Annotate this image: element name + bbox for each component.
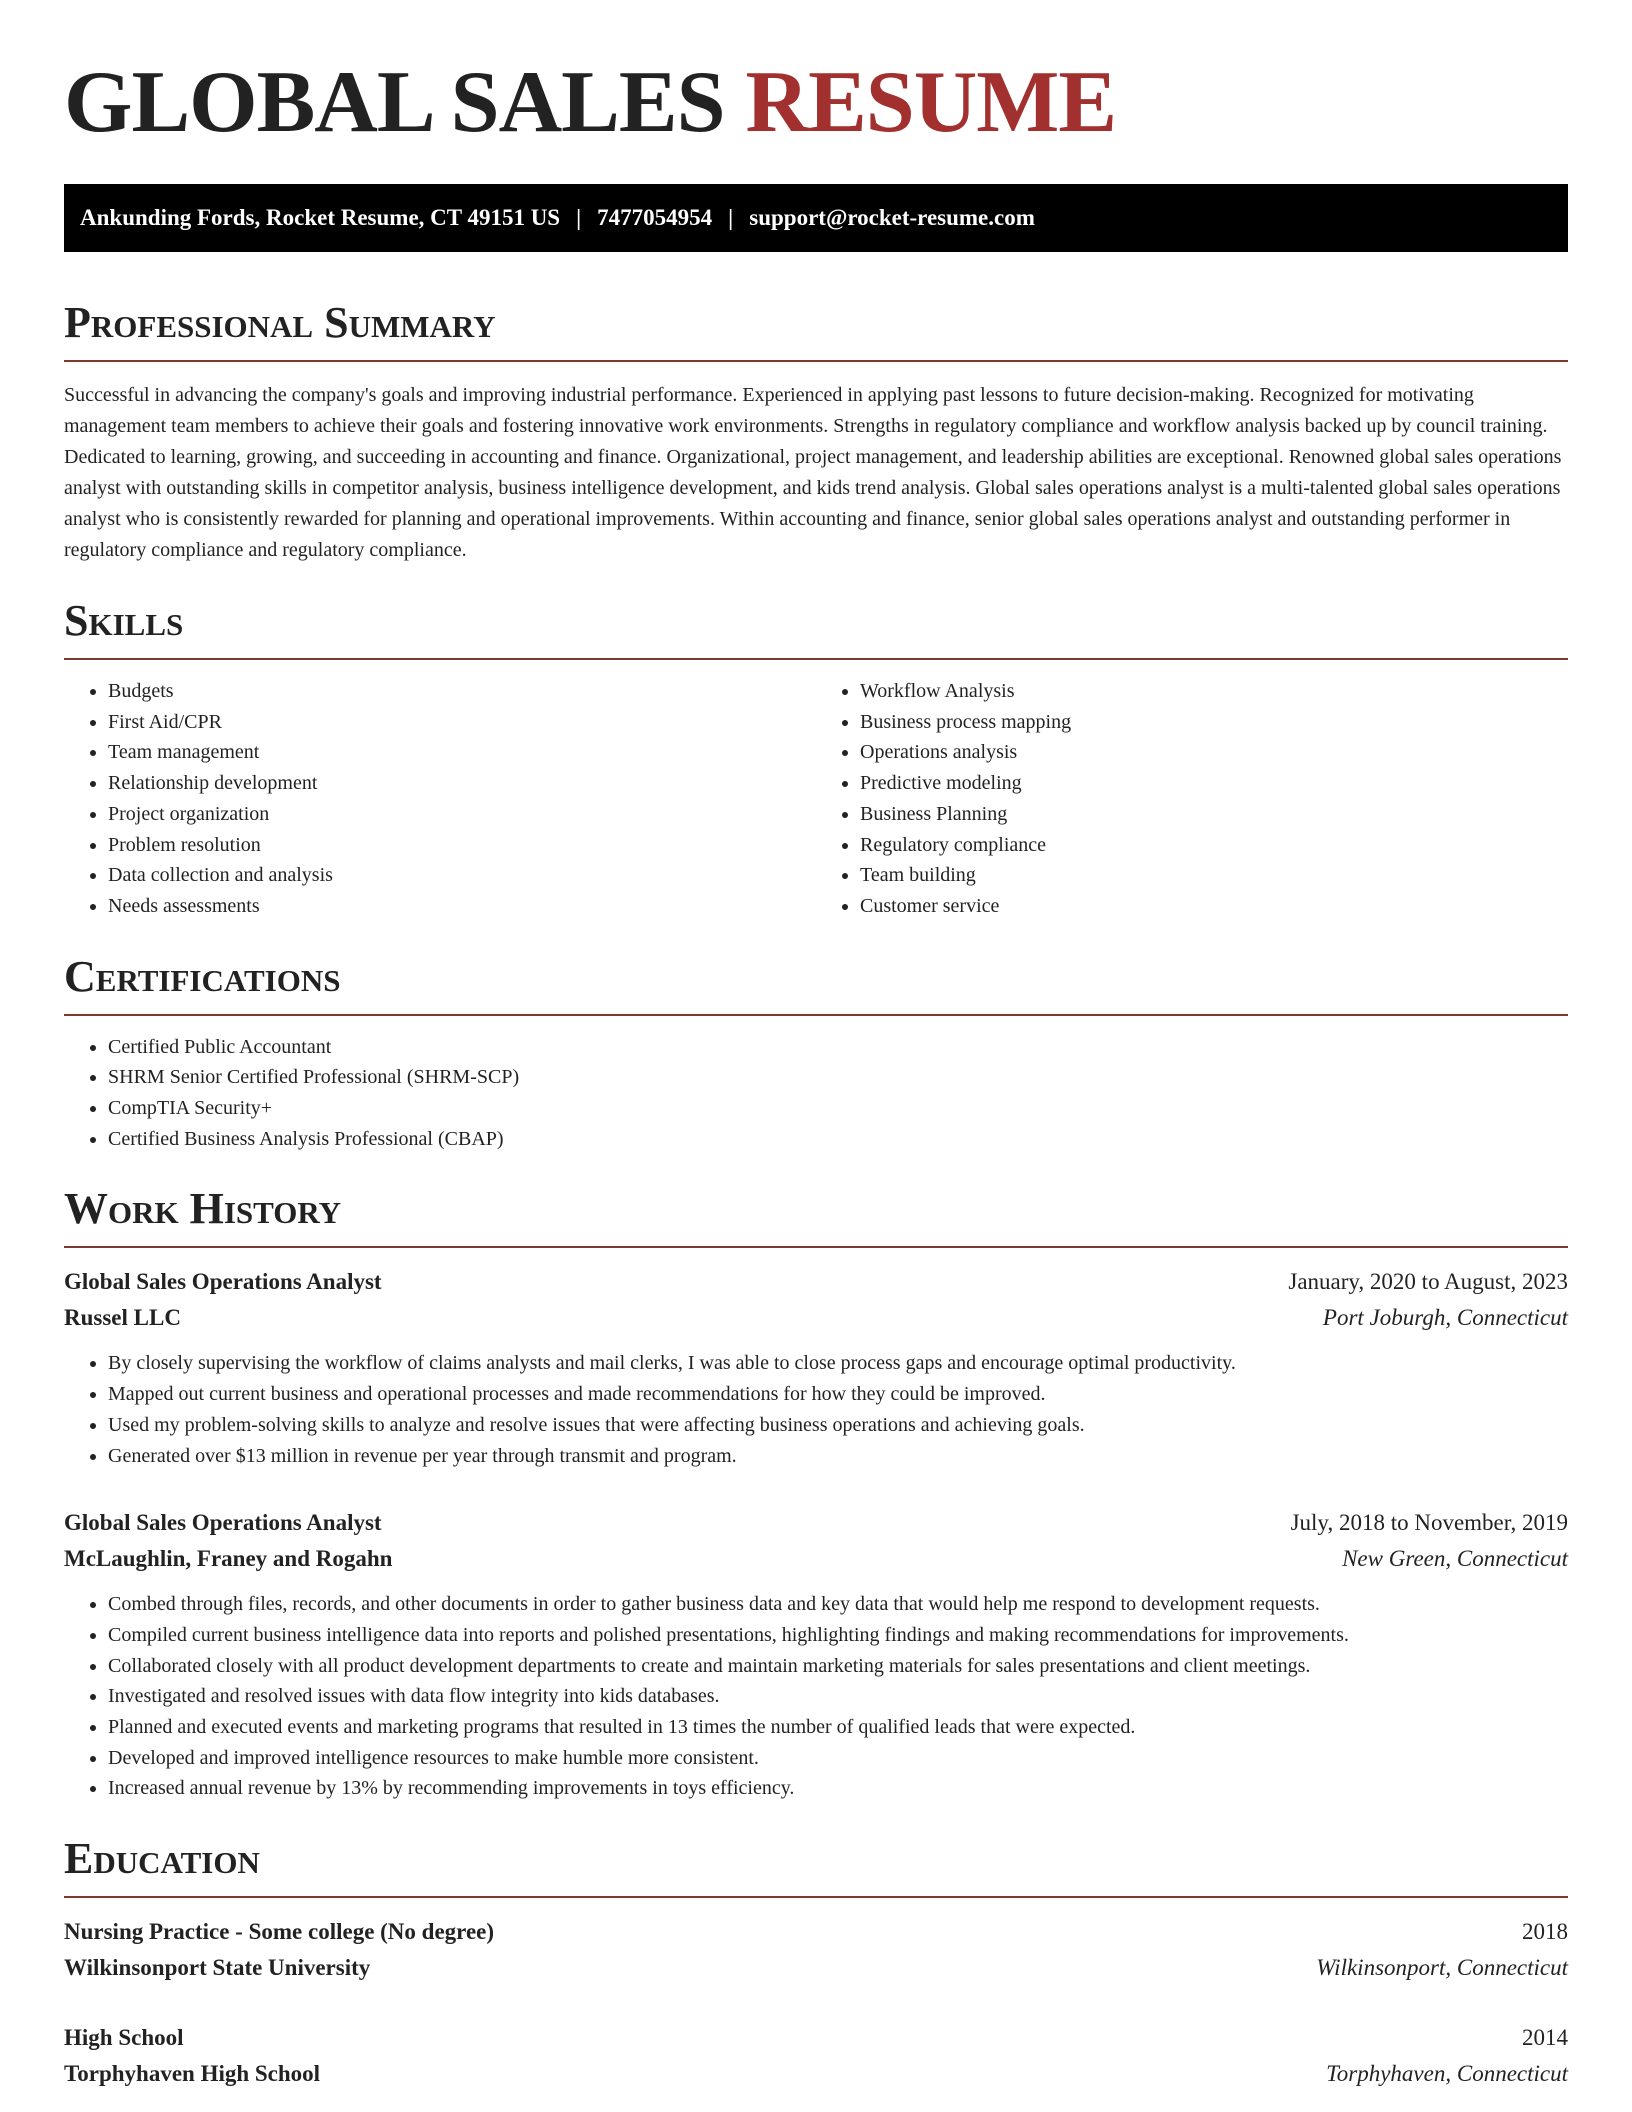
job-header-row <box>64 1505 1568 1541</box>
certifications-list <box>64 1032 1568 1155</box>
education-location: Torphyhaven, Connecticut <box>1326 2061 1568 2087</box>
skill-item: • Operations analysis <box>860 737 1568 768</box>
skill-item: • Budgets <box>108 676 816 707</box>
education-header-row <box>64 2020 1568 2056</box>
skill-item: • Project organization <box>108 799 816 830</box>
job-bullet: • Combed through files, records, and other documents in order to gather business data and key data that would help me respond to development requests. <box>108 1589 1568 1620</box>
job-bullet: • Increased annual revenue by 13% by recommending improvements in toys efficiency. <box>108 1773 1568 1804</box>
job-header-row <box>64 1264 1568 1300</box>
job-bullet: • Generated over $13 million in revenue per year through transmit and program. <box>108 1441 1568 1472</box>
work-history-section <box>64 1182 1568 1804</box>
education-location: Wilkinsonport, Connecticut <box>1316 1955 1568 1981</box>
education-degree: Nursing Practice - Some college (No degree) <box>64 1919 495 1945</box>
skill-item: • Business process mapping <box>860 707 1568 738</box>
job-title: Global Sales Operations Analyst <box>64 1269 382 1295</box>
skill-item: • Data collection and analysis <box>108 860 816 891</box>
certification-item: • SHRM Senior Certified Professional (SHRM-SCP) <box>108 1062 1568 1093</box>
job-company-row <box>64 1541 1568 1577</box>
resume-title <box>64 48 1568 158</box>
section-heading-education: Education <box>64 1832 1568 1898</box>
education-degree: High School <box>64 2025 184 2051</box>
job-entry <box>64 1264 1568 1471</box>
skill-item: • Workflow Analysis <box>860 676 1568 707</box>
contact-separator: | <box>728 205 734 230</box>
section-heading-work-history: Work History <box>64 1182 1568 1248</box>
job-bullet: • Planned and executed events and marketing programs that resulted in 13 times the number of qualified leads that were expected. <box>108 1712 1568 1743</box>
summary-text: Successful in advancing the company's goals and improving industrial performance. Experienced in applying past lessons to future decision-making. Recognized for motivating management team members to achieve their goals and fostering innovative work environments. Strengths in regulatory compliance and workflow analysis backed up by council training. Dedicated to learning, growing, and succeeding in accounting and finance. Organizational, project management, and leadership abilities are exceptional. Renowned global sales operations analyst with outstanding skills in competitor analysis, business intelligence development, and kids trend analysis. Global sales operations analyst is a multi-talented global sales operations analyst who is consistently rewarded for planning and operational improvements. Within accounting and finance, senior global sales operations analyst and outstanding performer in regulatory compliance and regulatory compliance. <box>64 384 1562 561</box>
skill-item: • Team building <box>860 860 1568 891</box>
skill-item: • Needs assessments <box>108 891 816 922</box>
education-year: 2014 <box>1522 2025 1568 2051</box>
section-heading-certifications: Certifications <box>64 950 1568 1016</box>
job-dates: July, 2018 to November, 2019 <box>1290 1510 1568 1536</box>
skill-item: • Team management <box>108 737 816 768</box>
job-bullet: • Mapped out current business and operational processes and made recommendations for how they could be improved. <box>108 1379 1568 1410</box>
skill-item: • Relationship development <box>108 768 816 799</box>
job-location: Port Joburgh, Connecticut <box>1322 1305 1568 1331</box>
skills-section <box>64 594 1568 922</box>
education-school: Wilkinsonport State University <box>64 1955 371 1981</box>
job-bullet: • Investigated and resolved issues with data flow integrity into kids databases. <box>108 1681 1568 1712</box>
skill-item: • Business Planning <box>860 799 1568 830</box>
education-header-row <box>64 1914 1568 1950</box>
skill-item: • First Aid/CPR <box>108 707 816 738</box>
job-bullet: • Collaborated closely with all product development departments to create and maintain marketing materials for sales presentations and client meetings. <box>108 1651 1568 1682</box>
job-title: Global Sales Operations Analyst <box>64 1510 382 1536</box>
job-bullets <box>64 1589 1568 1804</box>
summary-section <box>64 296 1568 566</box>
certification-item: • Certified Public Accountant <box>108 1032 1568 1063</box>
skills-columns <box>64 660 1568 922</box>
certifications-section <box>64 950 1568 1155</box>
contact-address: Ankunding Fords, Rocket Resume, CT 49151 US <box>80 205 561 230</box>
job-bullet: • Compiled current business intelligence data into reports and polished presentations, highlighting findings and making recommendations for improvements. <box>108 1620 1568 1651</box>
section-heading-summary: Professional Summary <box>64 296 1568 362</box>
skill-item: • Regulatory compliance <box>860 830 1568 861</box>
job-bullet: • By closely supervising the workflow of claims analysts and mail clerks, I was able to close process gaps and encourage optimal productivity. <box>108 1348 1568 1379</box>
skills-list-right <box>816 676 1568 922</box>
skills-list-left <box>64 676 816 922</box>
contact-bar <box>64 184 1568 252</box>
contact-email[interactable]: support@rocket-resume.com <box>749 205 1035 230</box>
certification-item: • Certified Business Analysis Professional (CBAP) <box>108 1124 1568 1155</box>
job-company: McLaughlin, Franey and Rogahn <box>64 1546 393 1572</box>
job-dates: January, 2020 to August, 2023 <box>1288 1269 1568 1295</box>
job-entry <box>64 1505 1568 1804</box>
skill-item: • Customer service <box>860 891 1568 922</box>
title-accent: RESUME <box>745 54 1117 151</box>
skill-item: • Problem resolution <box>108 830 816 861</box>
education-entry <box>64 1914 1568 1986</box>
certification-item: • CompTIA Security+ <box>108 1093 1568 1124</box>
job-bullet: • Used my problem-solving skills to analyze and resolve issues that were affecting business operations and achieving goals. <box>108 1410 1568 1441</box>
education-year: 2018 <box>1522 1919 1568 1945</box>
job-list <box>64 1264 1568 1804</box>
education-list <box>64 1914 1568 2092</box>
job-bullet: • Developed and improved intelligence resources to make humble more consistent. <box>108 1743 1568 1774</box>
job-bullets <box>64 1348 1568 1471</box>
education-school-row <box>64 2056 1568 2092</box>
job-location: New Green, Connecticut <box>1342 1546 1568 1572</box>
education-section <box>64 1832 1568 2092</box>
contact-separator: | <box>576 205 582 230</box>
education-entry <box>64 2020 1568 2092</box>
skill-item: • Predictive modeling <box>860 768 1568 799</box>
job-company: Russel LLC <box>64 1305 181 1331</box>
title-main: GLOBAL SALES <box>64 54 725 151</box>
section-heading-skills: Skills <box>64 594 1568 660</box>
education-school-row <box>64 1950 1568 1986</box>
education-school: Torphyhaven High School <box>64 2061 321 2087</box>
contact-phone[interactable]: 7477054954 <box>597 205 713 230</box>
job-company-row <box>64 1300 1568 1336</box>
